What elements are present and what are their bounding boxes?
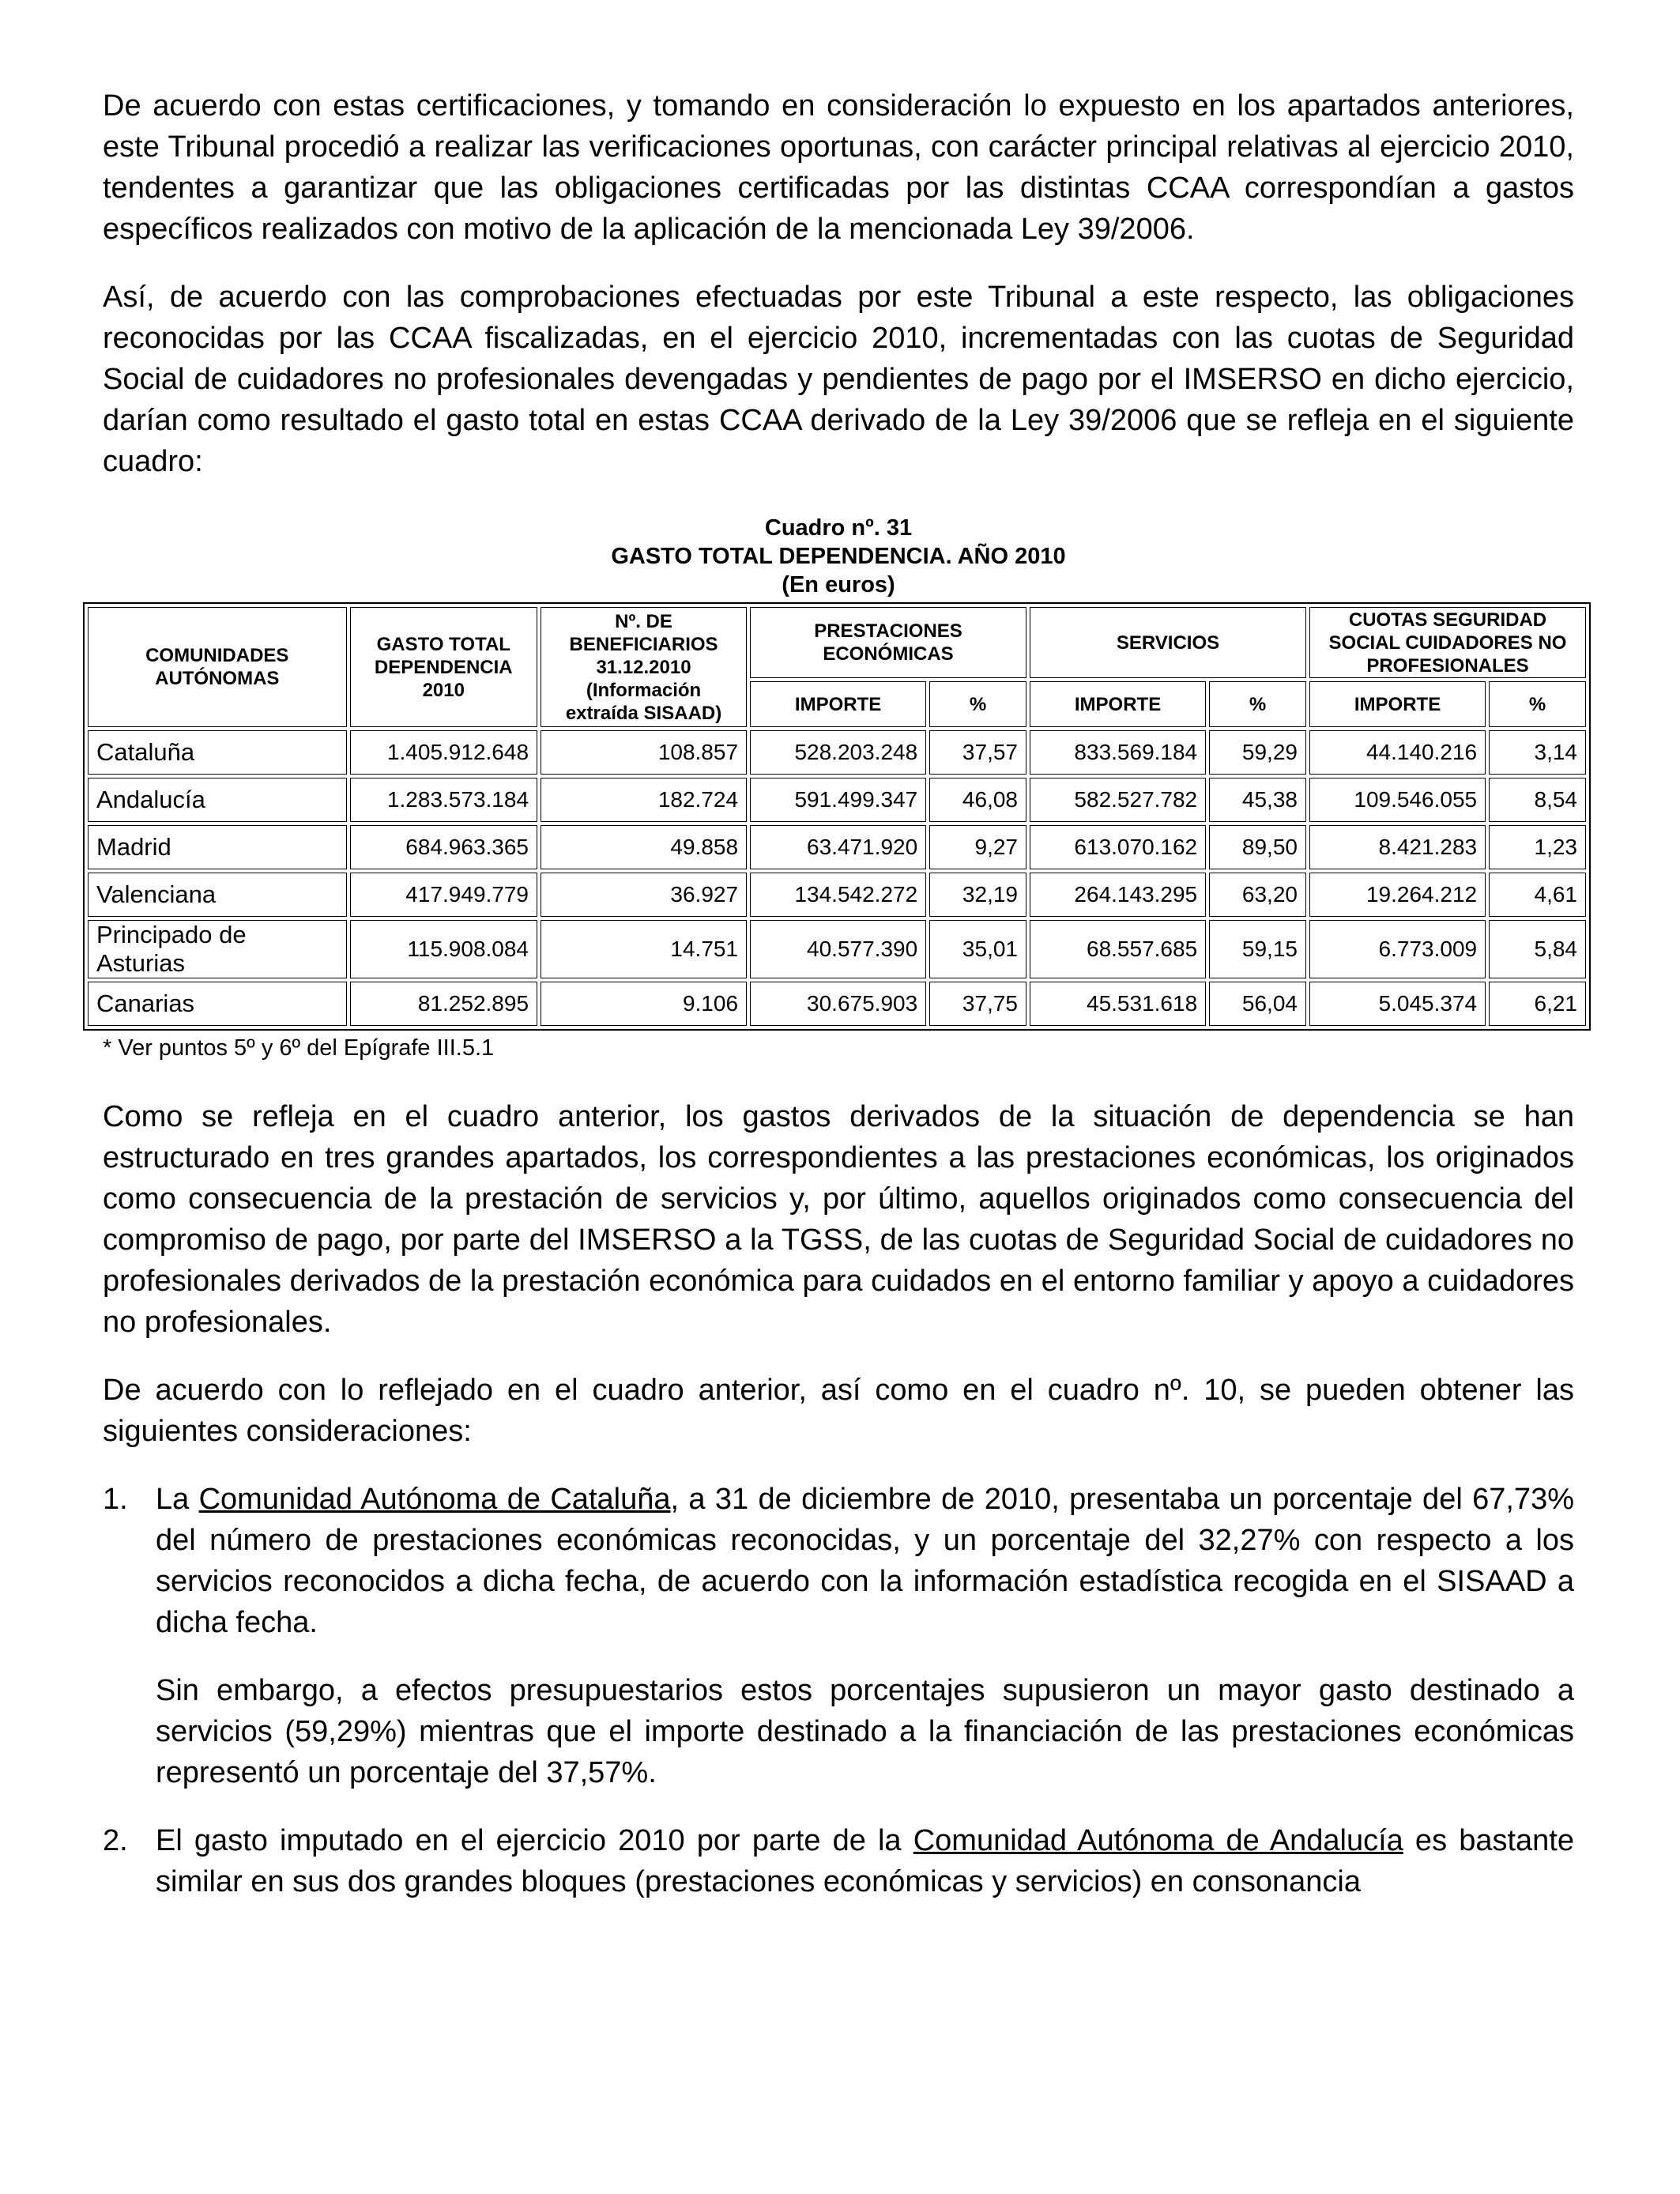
cuot-pct-value: 8,54 [1489,778,1586,822]
cuot-pct-value: 6,21 [1489,982,1586,1026]
beneficiarios-value: 36.927 [541,873,747,917]
header-prest-pct: % [929,681,1026,727]
caption-units: (En euros) [782,572,895,598]
list-item-lead: El gasto imputado en el ejercicio 2010 por parte de la [156,1824,913,1857]
beneficiarios-value: 9.106 [541,982,747,1026]
gasto-total-value: 1.283.573.184 [350,778,537,822]
serv-importe-value: 68.557.685 [1030,920,1206,978]
prest-importe-value: 40.577.390 [750,920,926,978]
header-prestaciones: PRESTACIONES ECONÓMICAS [750,607,1026,678]
prest-pct-value: 35,01 [929,920,1026,978]
serv-importe-value: 582.527.782 [1030,778,1206,822]
serv-pct-value: 63,20 [1209,873,1306,917]
list-item [103,1479,1574,1793]
ccaa-name: Andalucía [88,778,347,822]
header-cuot-pct: % [1489,681,1586,727]
serv-importe-value: 45.531.618 [1030,982,1206,1026]
list-item-subparagraph: Sin embargo, a efectos presupuestarios estos porcentajes supusieron un mayor gasto destinado a servicios (59,29%) mientras que el importe destinado a la financiación de las prestaciones económicas representó un porcentaje del 37,57%. [156,1674,1574,1789]
serv-pct-value: 89,50 [1209,825,1306,869]
table-footnote: * Ver puntos 5º y 6º del Epígrafe III.5.1 [103,1035,495,1061]
serv-pct-value: 59,15 [1209,920,1306,978]
prest-importe-value: 30.675.903 [750,982,926,1026]
header-servicios: SERVICIOS [1030,607,1306,678]
beneficiarios-value: 108.857 [541,730,747,775]
list-item-text [156,1479,1574,1643]
table-row [88,778,1586,822]
cuot-pct-value: 5,84 [1489,920,1586,978]
underlined-ccaa-cataluna: Comunidad Autónoma de Cataluña [198,1483,671,1516]
beneficiarios-value: 49.858 [541,825,747,869]
considerations-list [103,1479,1574,1902]
table-row [88,982,1586,1026]
prest-pct-value: 9,27 [929,825,1026,869]
caption-number: Cuadro nº. 31 [764,515,913,541]
serv-pct-value: 59,29 [1209,730,1306,775]
cuot-importe-value: 19.264.212 [1309,873,1486,917]
table-row [88,730,1586,775]
beneficiarios-value: 14.751 [541,920,747,978]
header-cuotas: CUOTAS SEGURIDAD SOCIAL CUIDADORES NO PROFESIONALES [1309,607,1586,678]
cuot-importe-value: 44.140.216 [1309,730,1486,775]
header-gasto-total: GASTO TOTAL DEPENDENCIA 2010 [350,607,537,727]
paragraph-2: Así, de acuerdo con las comprobaciones efectuadas por este Tribunal a este respecto, las obligaciones reconocidas por las CCAA fiscalizadas, en el ejercicio 2010, incrementadas con las cuotas de Seguridad Social de cuidadores no profesionales devengadas y pendientes de pago por el IMSERSO en dicho ejercicio, darían como resultado el gasto total en estas CCAA derivado de la Ley 39/2006 que se refleja en el siguiente cuadro: [103,281,1574,478]
list-item-number: 2. [103,1824,128,1857]
list-item-rest: es bastante similar en sus dos grandes bloques (prestaciones económicas y servicios) en consonancia [156,1824,1574,1898]
cuot-importe-value: 8.421.283 [1309,825,1486,869]
gasto-total-value: 115.908.084 [350,920,537,978]
list-item-rest: , a 31 de diciembre de 2010, presentaba un porcentaje del 67,73% del número de prestaciones económicas reconocidas, y un porcentaje del 32,27% con respecto a los servicios reconocidos a dicha fecha, de acuerdo con la información estadística recogida en el SISAAD a dicha fecha. [156,1483,1574,1639]
underlined-ccaa-andalucia: Comunidad Autónoma de Andalucía [913,1824,1403,1857]
list-item [103,1820,1574,1902]
list-item-lead: La [156,1483,199,1516]
list-item-number: 1. [103,1483,128,1516]
paragraph-3: Como se refleja en el cuadro anterior, los gastos derivados de la situación de dependencia se han estructurado en tres grandes apartados, los correspondientes a las prestaciones económicas, los originados como consecuencia de la prestación de servicios y, por último, aquellos originados como consecuencia del compromiso de pago, por parte del IMSERSO a la TGSS, de las cuotas de Seguridad Social de cuidadores no profesionales derivados de la prestación económica para cuidados en el entorno familiar y apoyo a cuidadores no profesionales. [103,1100,1574,1339]
expense-table [83,602,1591,1031]
serv-pct-value: 56,04 [1209,982,1306,1026]
header-beneficiarios-label: Nº. DE BENEFICIARIOS 31.12.2010 [569,610,718,678]
prest-pct-value: 37,57 [929,730,1026,775]
header-serv-importe: IMPORTE [1030,681,1206,727]
prest-importe-value: 134.542.272 [750,873,926,917]
serv-importe-value: 613.070.162 [1030,825,1206,869]
prest-pct-value: 32,19 [929,873,1026,917]
caption-title: GASTO TOTAL DEPENDENCIA. AÑO 2010 [611,544,1066,569]
header-serv-pct: % [1209,681,1306,727]
ccaa-name: Madrid [88,825,347,869]
ccaa-name: Valenciana [88,873,347,917]
prest-importe-value: 63.471.920 [750,825,926,869]
prest-importe-value: 528.203.248 [750,730,926,775]
ccaa-name: Canarias [88,982,347,1026]
gasto-total-value: 81.252.895 [350,982,537,1026]
cuot-pct-value: 1,23 [1489,825,1586,869]
cuot-pct-value: 3,14 [1489,730,1586,775]
paragraph-1: De acuerdo con estas certificaciones, y tomando en consideración lo expuesto en los apartados anteriores, este Tribunal procedió a realizar las verificaciones oportunas, con carácter principal relativas al ejercicio 2010, tendentes a garantizar que las obligaciones certificadas por las distintas CCAA correspondían a gastos específicos realizados con motivo de la aplicación de la mencionada Ley 39/2006. [103,89,1574,246]
prest-pct-value: 37,75 [929,982,1026,1026]
header-beneficiarios-note: (Información extraída SISAAD) [565,679,722,724]
cuot-importe-value: 5.045.374 [1309,982,1486,1026]
serv-importe-value: 833.569.184 [1030,730,1206,775]
gasto-total-value: 684.963.365 [350,825,537,869]
ccaa-name: Cataluña [88,730,347,775]
table-row [88,920,1586,978]
ccaa-name: Principado de Asturias [88,920,347,978]
serv-importe-value: 264.143.295 [1030,873,1206,917]
table-caption [103,514,1574,599]
header-ccaa: COMUNIDADES AUTÓNOMAS [88,607,347,727]
table-row [88,873,1586,917]
cuot-pct-value: 4,61 [1489,873,1586,917]
prest-importe-value: 591.499.347 [750,778,926,822]
cuot-importe-value: 6.773.009 [1309,920,1486,978]
cuot-importe-value: 109.546.055 [1309,778,1486,822]
header-beneficiarios [541,607,747,727]
gasto-total-value: 1.405.912.648 [350,730,537,775]
list-item-text [156,1820,1574,1902]
prest-pct-value: 46,08 [929,778,1026,822]
serv-pct-value: 45,38 [1209,778,1306,822]
beneficiarios-value: 182.724 [541,778,747,822]
header-prest-importe: IMPORTE [750,681,926,727]
document-page [96,85,1577,1929]
header-cuot-importe: IMPORTE [1309,681,1486,727]
gasto-total-value: 417.949.779 [350,873,537,917]
paragraph-4: De acuerdo con lo reflejado en el cuadro anterior, así como en el cuadro nº. 10, se pueden obtener las siguientes consideraciones: [103,1374,1574,1448]
table-row [88,825,1586,869]
